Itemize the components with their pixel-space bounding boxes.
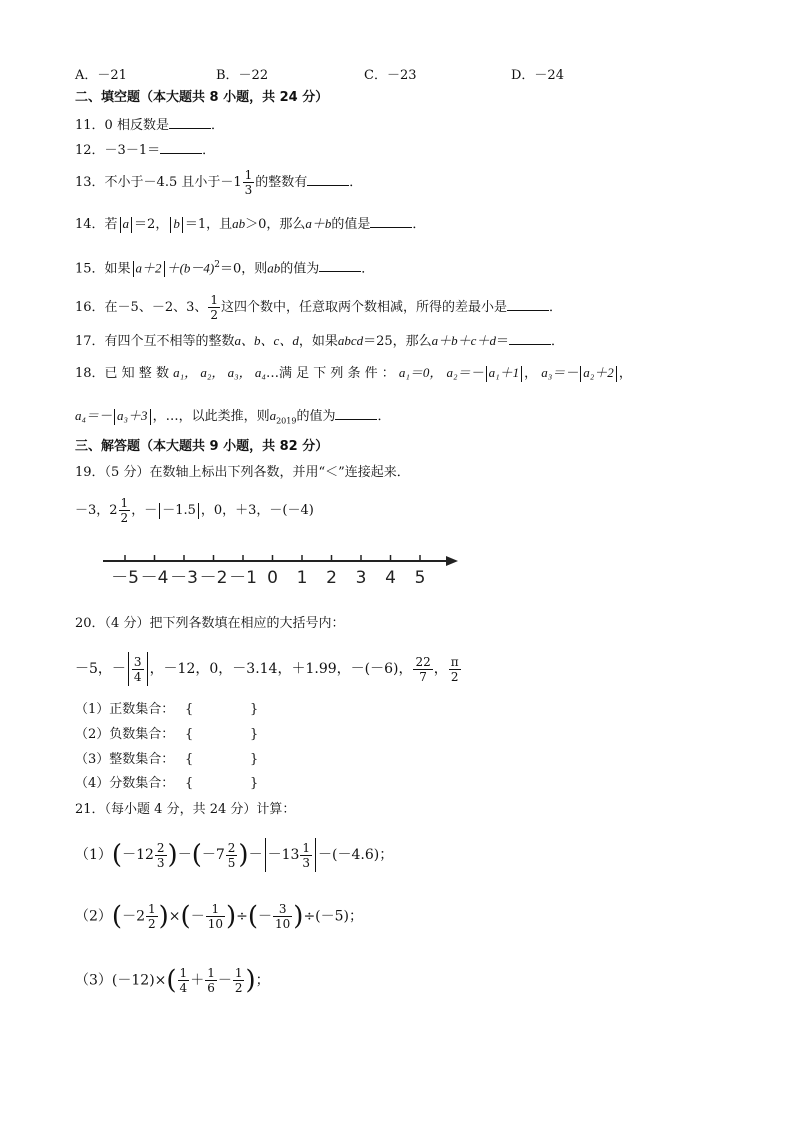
q20-nums: －5，－ [75,661,126,677]
q14-text4: ＞0，那么 [245,217,306,232]
q16-text2: 这四个数中，任意取两个数相减，所得的差最小是 [221,300,508,315]
vars: a、b、c、d [234,333,299,348]
q13-text2: 的整数有 [255,175,308,190]
q18-a4-abs: a₃＋3 [117,408,148,423]
tail: ÷(－5)； [303,908,364,925]
pre: (－12)× [111,972,167,989]
fraction: $\frac{1}{2}$ [210,293,218,322]
answer-blank [507,296,549,311]
fraction: $\frac{1}{2}$ [120,496,129,525]
section2-title: 二、填空题（本大题共 8 小题，共 24 分） [75,90,329,105]
set-positive [75,700,375,720]
tick-label: 1 [296,568,308,588]
q17-text3: ＝25，那么 [363,334,432,349]
choice-d: D．－24 [511,68,564,83]
set-label: （4）分数集合： [75,776,175,791]
q18-cond3-abs: a₂＋2 [583,365,614,380]
q11-text: 11．0 相反数是 [75,118,169,133]
brace-close: } [250,752,259,767]
var-ab: ab [232,216,246,231]
q17-text2: ，如果 [298,334,338,349]
fraction: $\frac{1}{3}$ [244,168,253,197]
op: ＋ [190,972,205,989]
part-label: （2） [75,908,112,925]
tick-label: 4 [385,568,396,588]
q19-nums3: ，0，＋3，－(－4) [200,503,314,518]
question-13 [75,168,362,197]
tail: －(－4.6)； [318,847,394,863]
op: － [217,972,232,989]
set-fraction [75,774,375,794]
q18-end: ． [377,409,391,424]
tick-label: －3 [170,568,198,588]
brace-open: { [185,776,194,791]
var-apb: a＋b [305,216,332,231]
question-21-part1: （1）(－12 $\frac{2}{3}$ )－(－7 $\frac{2}{5}$ )－ －13 $\frac{1}{3}$ －(－4.6)； [75,840,394,870]
op: － [248,847,263,863]
set-integer [75,750,375,770]
fraction: $\frac{1}{2}$ [234,966,243,995]
q17-text: 17．有四个互不相等的整数 [75,334,235,349]
op: × [168,908,181,925]
tick-label: 0 [267,568,278,588]
answer-blank [307,171,349,186]
q15-end: ． [361,261,375,277]
q15-text3: ＝0，则 [219,261,268,277]
question-21-part3: （3）(－12)×( $\frac{1}{4}$ ＋ $\frac{1}{6}$ － $\frac{1}{2}$ )； [75,965,270,996]
choice-a: A．－21 [75,68,127,83]
answer-blank [370,213,412,228]
tick-label: 3 [355,568,367,588]
q17-text4: ＝ [495,334,509,349]
q18-cond3: a₃＝－ [541,365,579,380]
q16-end: ． [549,300,563,315]
brace-close: } [250,727,259,742]
answer-blank [509,330,551,345]
answer-blank [160,139,202,154]
q18-text3: ，…，以此类推，则 [152,409,270,424]
set-label: （3）整数集合： [75,752,175,767]
answer-blank [169,114,211,129]
question-21-title: 21．（每小题 4 分，共 24 分）计算： [75,802,296,817]
q15-text4: 的值为 [280,261,320,277]
q19-nums2: ，－ [131,503,158,518]
question-19-numbers [75,496,314,525]
fraction: $\frac{22}{7}$ [415,654,431,684]
op: ÷ [236,908,248,925]
q20-sep: ， [433,661,448,677]
q19-nums: －3，2 [75,503,118,518]
section3-title: 三、解答题（本大题共 9 小题，共 82 分） [75,439,329,454]
whole: －13 [267,847,300,863]
q20-nums2: ，－12，0，－3.14，＋1.99，－(－6)， [149,661,413,677]
question-21-part2: （2）(－2 $\frac{1}{2}$ )×(－ $\frac{1}{10}$ )÷(－ $\frac{3}{10}$ )÷(－5)； [75,901,364,932]
answer-blank [319,257,361,272]
answer-blank [335,405,377,420]
q18-text4: 的值为 [296,409,336,424]
set-label: （2）负数集合： [75,727,175,742]
q14-text5: 的值是 [331,217,371,232]
fraction: $\frac{2}{5}$ [227,840,236,870]
q14-text: 14．若 [75,217,118,232]
number-line [0,545,794,595]
q18-vars: a₁， a₂， a₃， a₄ [173,365,266,380]
whole: －12 [122,847,154,863]
abs-expression: a＋2 [135,260,162,276]
q18-text2: …满 足 下 列 条 件 ： [265,366,395,381]
var-ab: ab [267,260,281,276]
q18-target: a [269,408,277,423]
q14-end: ． [412,217,426,232]
question-12 [75,139,215,161]
question-15 [75,255,374,279]
q18-target-sub: 2019 [276,416,297,426]
question-17 [75,330,564,352]
q13-text: 13．不小于－4.5 且小于－1 [75,175,242,190]
question-19-title: 19．（5 分）在数轴上标出下列各数，并用“＜”连接起来． [75,465,410,480]
q12-text: 12．－3－1＝ [75,143,161,158]
q19-abs: －1.5 [162,503,196,518]
tick-label: －5 [111,568,139,588]
q18-cond1: a₁＝0， [398,365,443,380]
fraction: $\frac{1}{10}$ [207,902,223,931]
part-label: （3） [75,972,112,989]
brace-close: } [250,776,259,791]
q13-end: ． [349,175,363,190]
var-sum: a＋b＋c＋d [431,333,496,348]
q11-end: ． [210,118,224,133]
exponent: 2 [214,260,220,270]
choice-b: B．－22 [216,68,269,83]
set-label: （1）正数集合： [75,702,175,717]
brace-close: } [250,702,259,717]
question-14 [75,213,425,235]
whole: －7 [201,847,225,863]
question-20-numbers [75,652,462,686]
op: － [190,908,205,925]
var-a: a [122,216,130,231]
tail: ； [255,972,270,989]
q12-end: ． [202,143,216,158]
question-11 [75,114,224,136]
whole: －2 [122,908,145,925]
var-abcd: abcd [337,333,364,348]
q18-text: 18．已 知 整 数 [75,366,169,381]
choice-c: C．－23 [364,68,417,83]
question-16 [75,293,562,322]
op: － [177,847,192,863]
fraction: $\frac{1}{2}$ [148,902,156,931]
q18-cond2: a₂＝－ [446,365,484,380]
brace-open: { [185,702,194,717]
fraction: $\frac{3}{10}$ [275,902,291,931]
fraction: $\frac{3}{4}$ [133,654,142,684]
q15-text2: ＋(b－4) [166,260,215,276]
set-negative [75,725,375,745]
part-label: （1） [75,847,112,863]
op: － [258,908,273,925]
arrow-icon [446,556,458,566]
q18-a4: a₄＝－ [75,408,113,423]
brace-open: { [185,752,194,767]
question-18-line2 [75,405,390,432]
q18-cond2-abs: a₁＋1 [488,365,520,380]
question-18: 18．已 知 整 数 a₁， a₂， a₃， a₄…满 足 下 列 条 件 ： a₁＝0， a₂＝－ a₁＋1 ， a₃＝－ a₂＋2 ， [75,365,632,381]
tick-label: －2 [199,568,228,588]
q14-text2: ＝2， [134,217,169,232]
q17-end: ． [550,334,564,349]
q15-text: 15．如果 [75,261,131,277]
fraction: $\frac{2}{3}$ [156,840,165,870]
tick-label: －4 [140,568,169,588]
var-b: b [173,216,180,231]
tick-label: 2 [326,568,337,588]
fraction: $\frac{1}{3}$ [302,840,311,870]
q16-text: 16．在－5、－2、3、 [75,300,208,315]
tick-label: －1 [229,568,257,588]
fraction: $\frac{\pi}{2}$ [450,654,459,684]
q14-text3: ＝1，且 [184,217,233,232]
question-20-title: 20．（4 分）把下列各数填在相应的大括号内： [75,616,345,631]
fraction: $\frac{1}{4}$ [179,966,188,995]
brace-open: { [185,727,194,742]
tick-label: 5 [414,568,426,588]
fraction: $\frac{1}{6}$ [207,966,215,995]
